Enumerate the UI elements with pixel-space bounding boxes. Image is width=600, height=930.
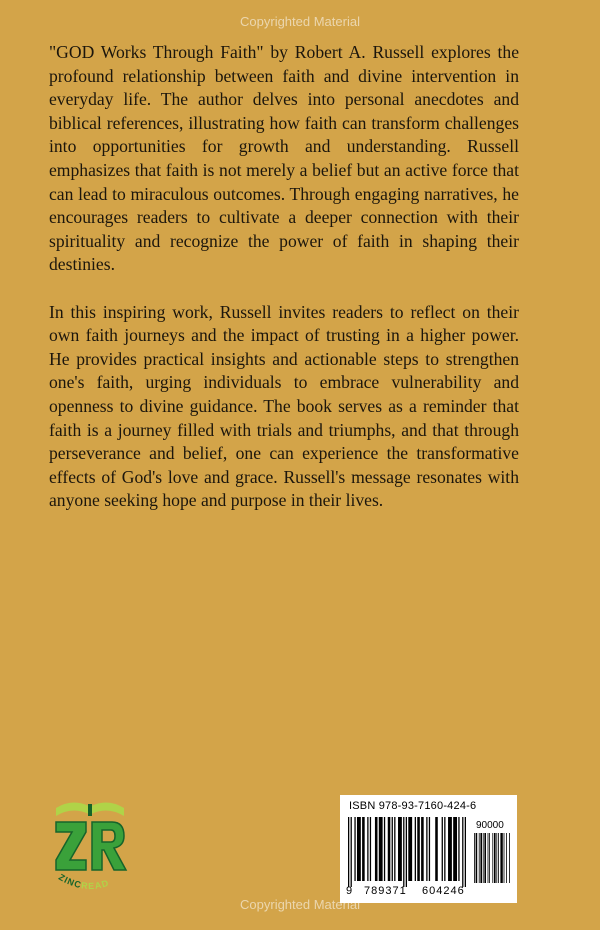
price-code: 90000: [476, 820, 504, 831]
barcode-digit-lead: 9: [346, 885, 354, 897]
logo-book-spine: [88, 804, 92, 816]
publisher-name-left: ZINC: [56, 871, 83, 891]
logo-letter-r: [92, 822, 126, 870]
addon-barcode-bars: [474, 833, 512, 895]
logo-book-right-page: [91, 802, 124, 816]
isbn-label: ISBN 978-93-7160-424-6: [349, 800, 477, 812]
barcode-bars: [348, 817, 472, 889]
barcode-digits-left: 789371: [364, 885, 407, 897]
copyright-watermark-top: Copyrighted Material: [240, 14, 360, 29]
blurb: [49, 41, 519, 536]
publisher-logo: [50, 790, 130, 900]
blurb-paragraph-1: "GOD Works Through Faith" by Robert A. Russell explores the profound relationship between faith and divine intervention in everyday life. The author delves into personal anecdotes and biblical references, illustrating how faith can transform challenges into opportunities for growth and understanding. Russell emphasizes that faith is not merely a belief but an active force that can lead to miraculous outcomes. Through engaging narratives, he encourages readers to cultivate a deeper connection with their spirituality and recognize the power of faith in shaping their destinies.: [49, 42, 519, 275]
svg-text:ZINCREAD: [57, 872, 111, 891]
barcode-digits-right: 604246: [422, 885, 465, 897]
copyright-watermark-bottom: Copyrighted Material: [240, 897, 360, 912]
blurb-paragraph-2: In this inspiring work, Russell invites readers to reflect on their own faith journeys and the impact of trusting in a higher power. He provides practical insights and actionable steps to strengthen one's faith, urging individuals to embrace vulnerability and openness to divine guidance. The book serves as a reminder that faith is a journey filled with trials and triumphs, and that through perseverance and belief, one can experience the transformative effects of God's love and grace. Russell's message resonates with anyone seeking hope and purpose in their lives.: [49, 301, 519, 511]
logo-letter-z: [56, 822, 86, 870]
publisher-name-right: READ: [80, 877, 111, 892]
logo-book-left-page: [56, 802, 89, 816]
isbn-barcode: [340, 795, 517, 903]
